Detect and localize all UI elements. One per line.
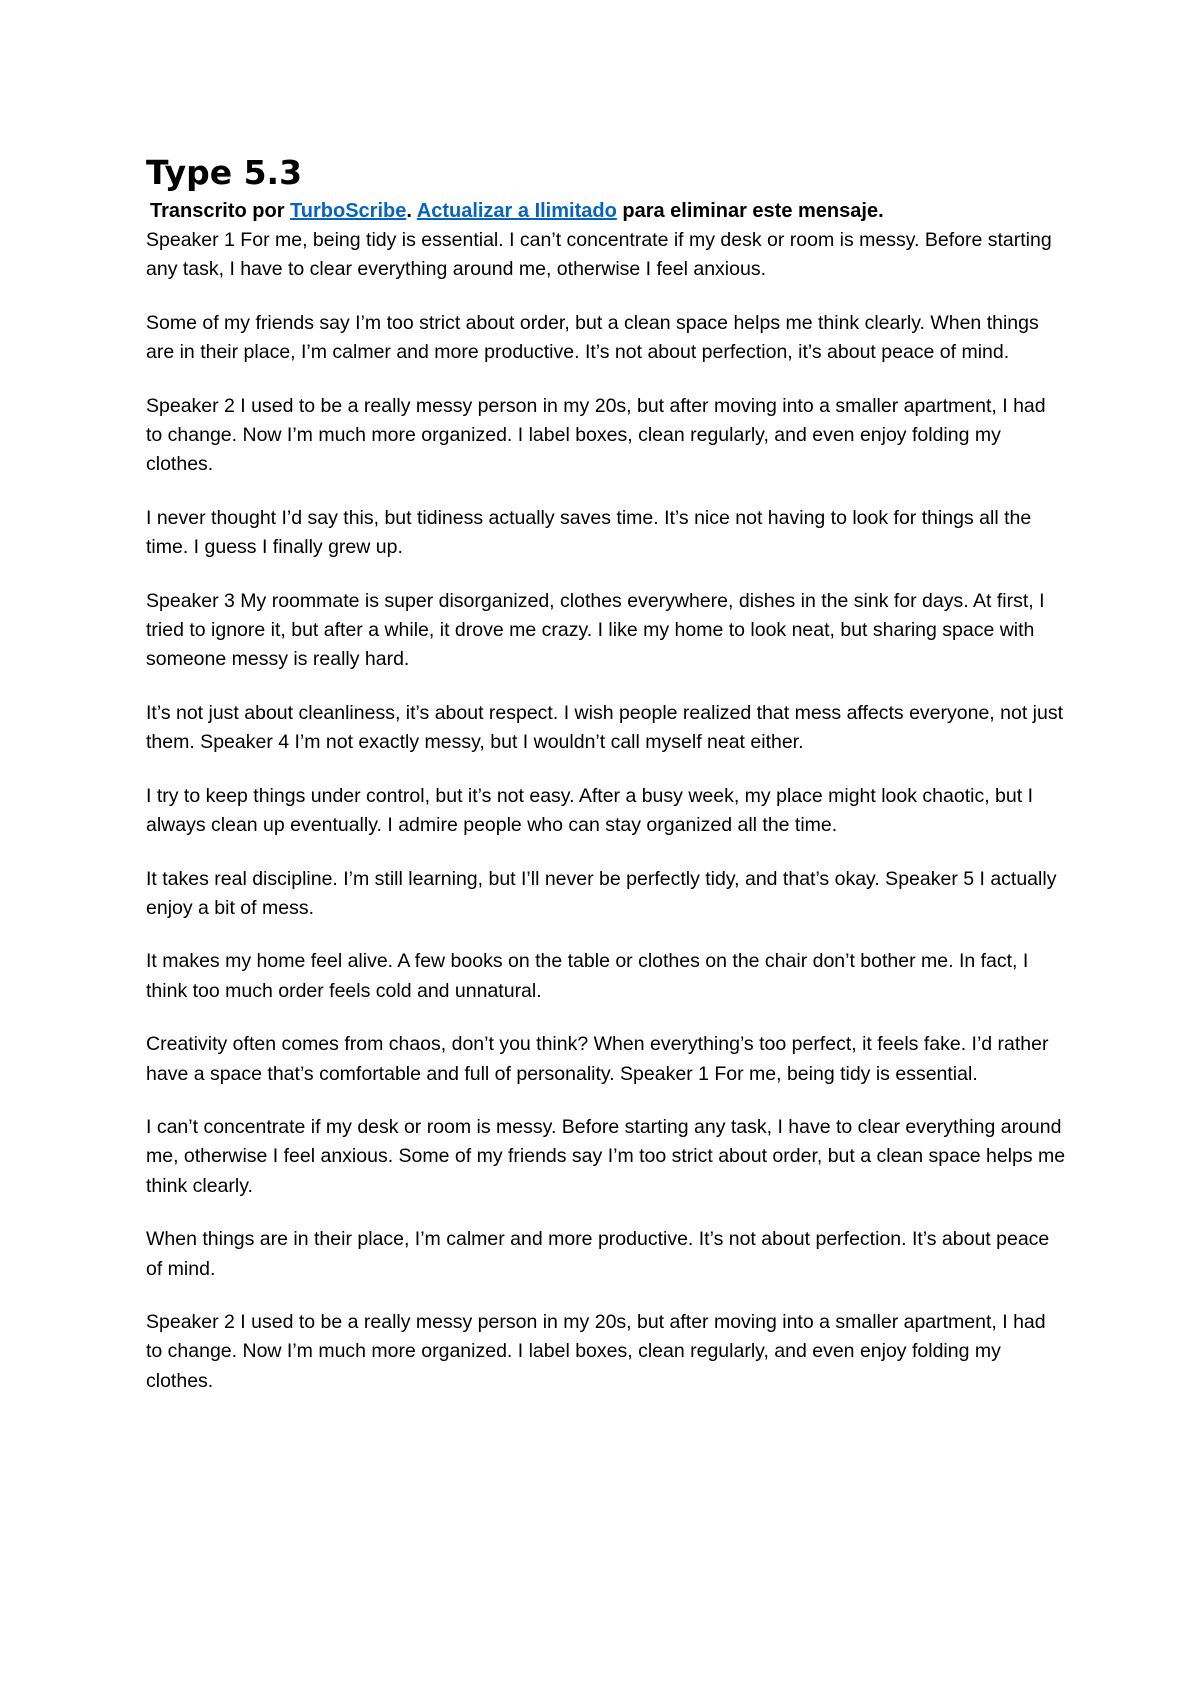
turboscribe-link[interactable]: TurboScribe <box>290 200 407 222</box>
paragraph-4: I never thought I’d say this, but tidiness actually saves time. It’s nice not having to look for things all the time. I guess I finally grew up. <box>146 506 1032 559</box>
document-body <box>146 150 1066 1420</box>
paragraph-13: Speaker 2 I used to be a really messy person in my 20s, but after moving into a smaller apartment, I had to change. Now I’m much more organized. I label boxes, clean regularly, and even enjoy folding my clothes. <box>146 1310 1046 1392</box>
paragraph-5: Speaker 3 My roommate is super disorganized, clothes everywhere, dishes in the sink for days. At first, I tried to ignore it, but after a while, it drove me crazy. I like my home to look neat, but sharing space with someone messy is really hard. <box>146 589 1045 671</box>
paragraph-11: I can’t concentrate if my desk or room is messy. Before starting any task, I have to clear everything around me, otherwise I feel anxious. Some of my friends say I’m too strict about order, but a clean space helps me think clearly. <box>146 1115 1066 1197</box>
paragraph-8: It takes real discipline. I’m still learning, but I’ll never be perfectly tidy, and that’s okay. Speaker 5 I actually enjoy a bit of mess. <box>146 867 1057 919</box>
paragraph-10: Creativity often comes from chaos, don’t you think? When everything’s too perfect, it feels fake. I’d rather have a space that’s comfortable and full of personality. Speaker 1 For me, being tidy is essential. <box>146 1033 1049 1085</box>
transcription-banner <box>150 196 1066 226</box>
paragraph-6: It’s not just about cleanliness, it’s about respect. I wish people realized that mess affects everyone, not just them. Speaker 4 I’m not exactly messy, but I wouldn’t call myself neat either. <box>146 701 1064 754</box>
banner-suffix: para eliminar este mensaje. <box>622 200 884 222</box>
document-title: Type 5.3 <box>146 153 303 192</box>
paragraph-2: Some of my friends say I’m too strict about order, but a clean space helps me think clearly. When things are in their place, I’m calmer and more productive. It’s not about perfection, it’s about peace of mind. <box>146 311 1039 364</box>
paragraph-1: Speaker 1 For me, being tidy is essential. I can’t concentrate if my desk or room is messy. Before starting any task, I have to clear everything around me, otherwise I feel anxious. <box>146 229 1052 281</box>
banner-separator: . <box>406 200 412 222</box>
paragraph-3: Speaker 2 I used to be a really messy person in my 20s, but after moving into a smaller apartment, I had to change. Now I’m much more organized. I label boxes, clean regularly, and even enjoy folding my clothes. <box>146 394 1046 476</box>
paragraph-7: I try to keep things under control, but it’s not easy. After a busy week, my place might look chaotic, but I always clean up eventually. I admire people who can stay organized all the time. <box>146 784 1033 837</box>
upgrade-unlimited-link[interactable]: Actualizar a Ilimitado <box>416 200 617 222</box>
paragraph-9: It makes my home feel alive. A few books on the table or clothes on the chair don’t bother me. In fact, I think too much order feels cold and unnatural. <box>146 950 1029 1002</box>
paragraph-12: When things are in their place, I’m calmer and more productive. It’s not about perfection. It’s about peace of mind. <box>146 1228 1050 1280</box>
banner-prefix: Transcrito por <box>150 200 285 222</box>
